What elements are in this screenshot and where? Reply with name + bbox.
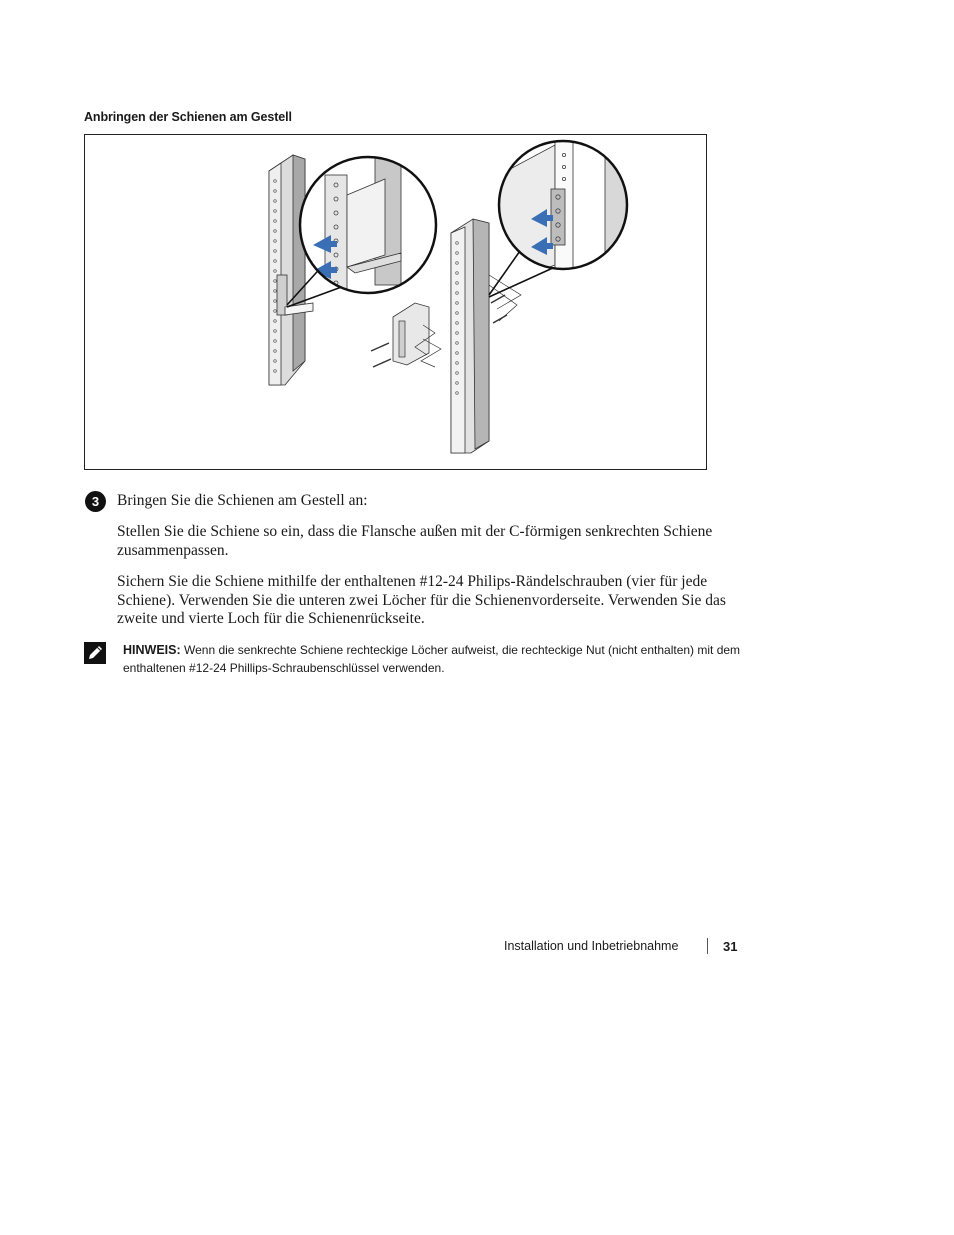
front-flange-zoom-circle	[300, 155, 436, 305]
rack-rail-illustration	[84, 134, 707, 470]
note-block	[123, 642, 753, 677]
figure-caption: Anbringen der Schienen am Gestell	[84, 110, 292, 124]
right-vertical-rail	[451, 219, 521, 453]
rail-bracket-with-screws	[371, 303, 441, 367]
left-vertical-rail	[269, 155, 313, 385]
step-paragraph-1: Stellen Sie die Schiene so ein, dass die Flansche außen mit der C-förmigen senkrechten Schiene zusammenpassen.	[117, 523, 713, 559]
step-number-badge: 3	[85, 491, 106, 512]
rear-flange-zoom-circle	[499, 141, 629, 285]
illustration-svg	[85, 135, 707, 470]
note-label: HINWEIS:	[123, 643, 181, 657]
step-title: Bringen Sie die Schienen am Gestell an:	[117, 492, 368, 509]
step-paragraph-2: Sichern Sie die Schiene mithilfe der enthaltenen #12-24 Philips-Rändelschrauben (vier für jede Schiene). Verwenden Sie die unteren zwei Löcher für die Schienenvorderseite. Verwenden Sie das zweite und vierte Loch für die Schienenrückseite.	[117, 573, 726, 627]
footer-section-title: Installation und Inbetriebnahme	[504, 939, 679, 953]
note-text: Wenn die senkrechte Schiene rechteckige Löcher aufweist, die rechteckige Nut (nicht enthalten) mit dem enthaltenen #12-24 Phillips-Schraubenschlüssel verwenden.	[123, 643, 741, 675]
footer-divider	[707, 938, 708, 954]
pencil-note-icon	[84, 642, 106, 664]
page-number: 31	[723, 939, 738, 954]
